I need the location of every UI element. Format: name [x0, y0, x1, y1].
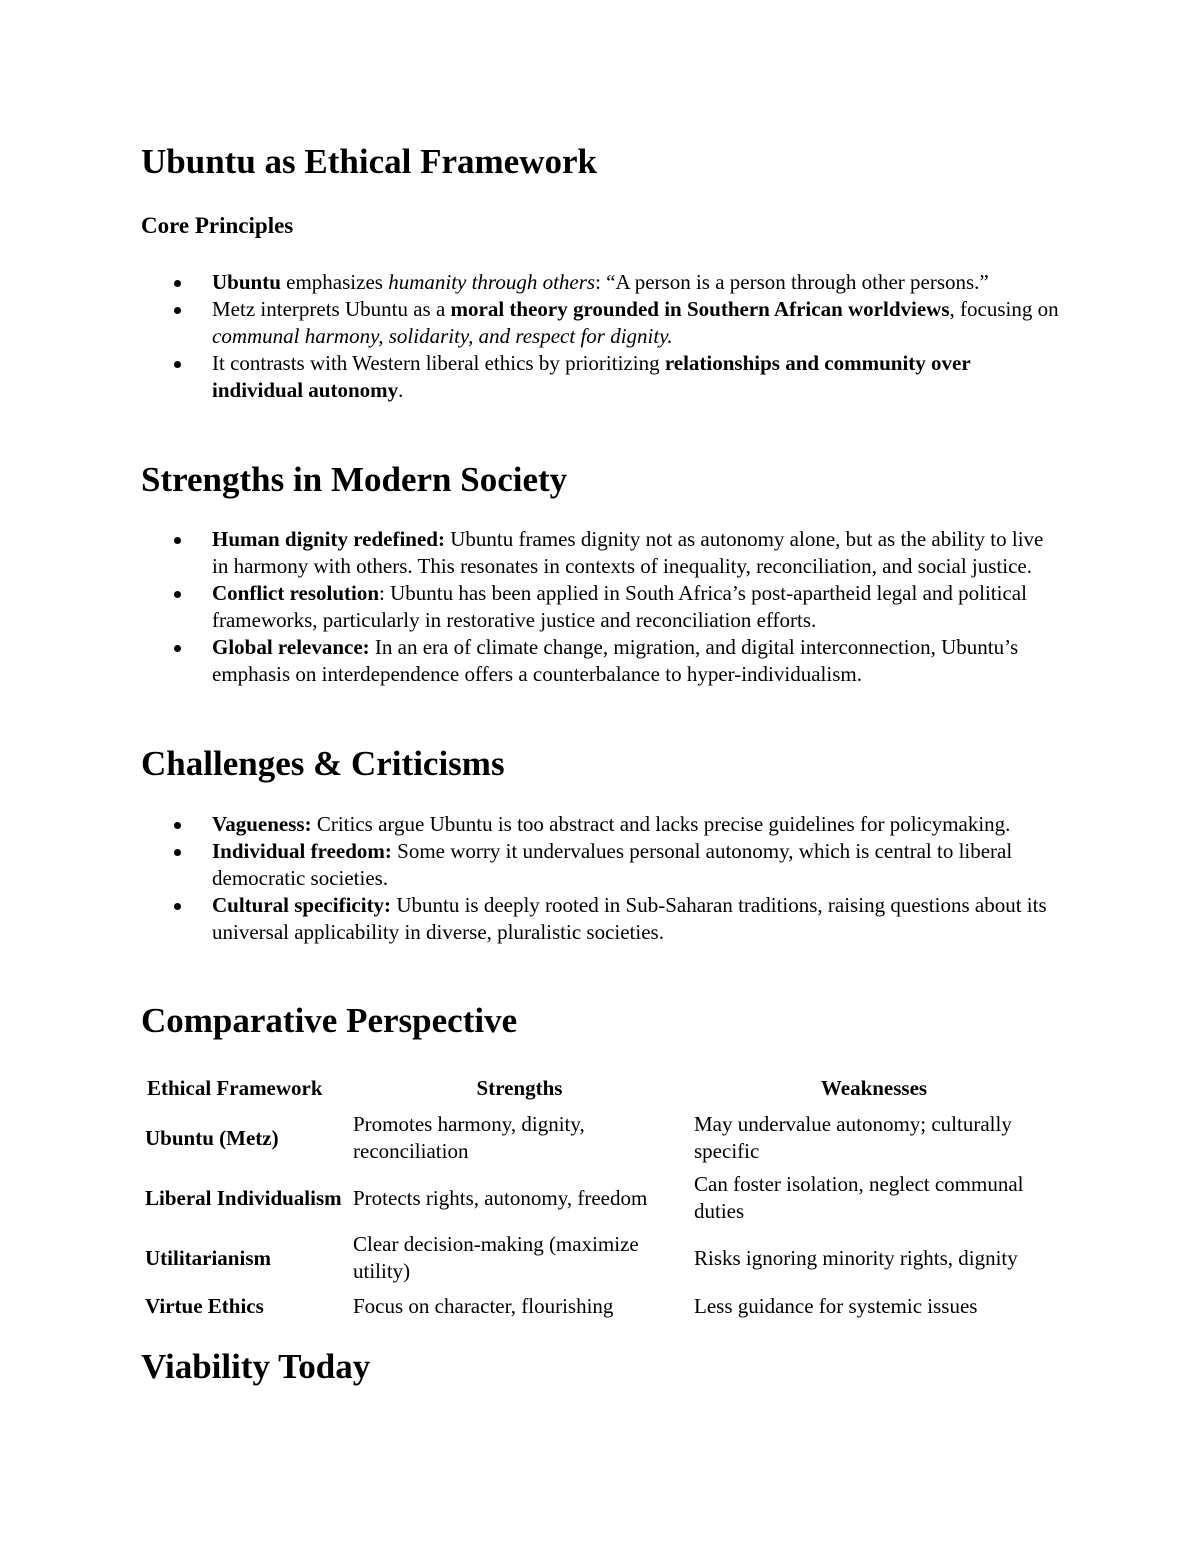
core-principles-heading: Core Principles: [141, 213, 294, 238]
table-cell: Clear decision-making (maximize utility): [353, 1232, 639, 1283]
bullet-icon: [174, 307, 181, 314]
bullet-icon: [174, 822, 181, 829]
table-cell: Promotes harmony, dignity, reconciliation: [353, 1112, 585, 1163]
comparison-table: [141, 1072, 1058, 1324]
viability-heading: Viability Today: [141, 1347, 371, 1386]
comparative-heading: Comparative Perspective: [141, 1001, 518, 1040]
table-row: [141, 1228, 1058, 1288]
list-item: Global relevance: In an era of climate change, migration, and digital interconnection, Ubuntu’s emphasis on interdependence offers a counterbalance to hyper-individualism.: [0, 634, 1062, 688]
list-item: Vagueness: Critics argue Ubuntu is too abstract and lacks precise guidelines for policymaking.: [0, 811, 1062, 838]
strengths-list: [0, 526, 1200, 688]
table-row: [141, 1288, 1058, 1324]
bullet-icon: [174, 280, 181, 287]
table-row: [141, 1168, 1058, 1228]
bullet-icon: [174, 591, 181, 598]
bullet-icon: [174, 361, 181, 368]
core-principles-list: [0, 269, 1200, 404]
table-cell: Liberal Individualism: [145, 1185, 342, 1210]
column-header: Ethical Framework: [147, 1075, 323, 1100]
list-item: Metz interprets Ubuntu as a moral theory grounded in Southern African worldviews, focusing on communal harmony, solidarity, and respect for dignity.: [0, 296, 1062, 350]
table-cell: Ubuntu (Metz): [145, 1125, 279, 1150]
table-cell: Can foster isolation, neglect communal duties: [694, 1172, 1024, 1223]
challenges-heading: Challenges & Criticisms: [141, 744, 505, 783]
table-cell: Protects rights, autonomy, freedom: [353, 1185, 648, 1210]
list-item: Conflict resolution: Ubuntu has been applied in South Africa’s post-apartheid legal and political frameworks, particularly in restorative justice and reconciliation efforts.: [0, 580, 1062, 634]
table-cell: May undervalue autonomy; culturally specific: [694, 1112, 1012, 1163]
table-cell: Virtue Ethics: [145, 1293, 264, 1318]
list-item: Human dignity redefined: Ubuntu frames dignity not as autonomy alone, but as the ability to live in harmony with others. This resonates in contexts of inequality, reconciliation, and social justice.: [0, 526, 1062, 580]
column-header: Strengths: [476, 1075, 563, 1100]
column-header: Weaknesses: [820, 1075, 928, 1100]
list-item: Individual freedom: Some worry it undervalues personal autonomy, which is central to liberal democratic societies.: [0, 838, 1062, 892]
bullet-icon: [174, 903, 181, 910]
table-cell: Utilitarianism: [145, 1245, 271, 1270]
list-item: It contrasts with Western liberal ethics by prioritizing relationships and community over individual autonomy.: [0, 350, 1062, 404]
table-header-row: [141, 1072, 1058, 1108]
bullet-icon: [174, 849, 181, 856]
table-cell: Focus on character, flourishing: [353, 1293, 614, 1318]
bullet-icon: [174, 537, 181, 544]
table-cell: Less guidance for systemic issues: [694, 1293, 978, 1318]
table-row: [141, 1108, 1058, 1168]
list-item: Cultural specificity: Ubuntu is deeply rooted in Sub-Saharan traditions, raising questions about its universal applicability in diverse, pluralistic societies.: [0, 892, 1062, 946]
page-title: Ubuntu as Ethical Framework: [141, 142, 597, 181]
list-item: Ubuntu emphasizes humanity through others: “A person is a person through other persons.”: [0, 269, 1062, 296]
bullet-icon: [174, 645, 181, 652]
table-cell: Risks ignoring minority rights, dignity: [694, 1245, 1018, 1270]
strengths-heading: Strengths in Modern Society: [141, 460, 568, 499]
challenges-list: [0, 811, 1200, 946]
